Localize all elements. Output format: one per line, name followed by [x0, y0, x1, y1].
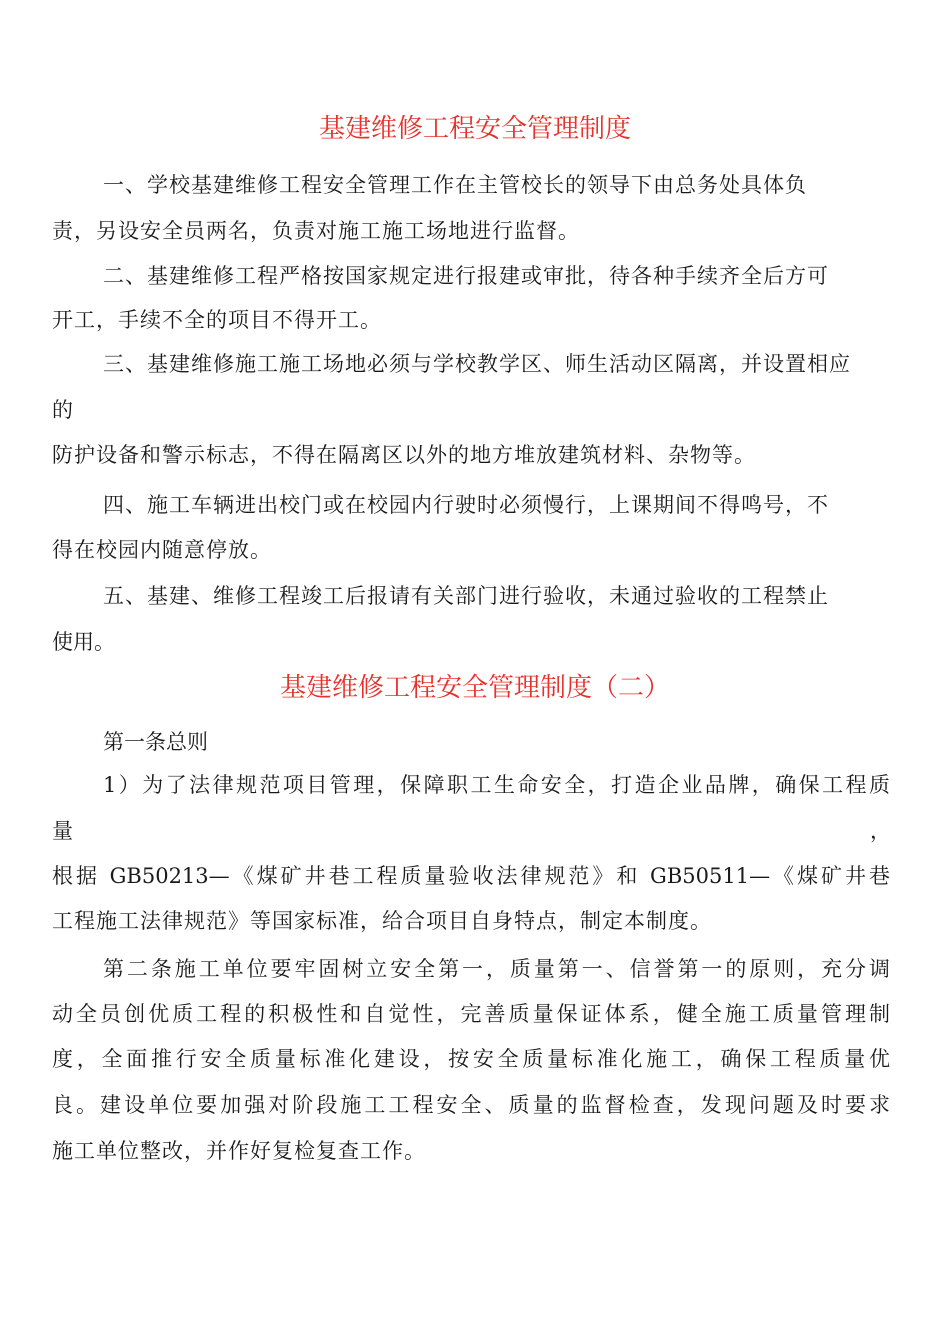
- paragraph-line: 四、施工车辆进出校门或在校园内行驶时必须慢行，上课期间不得鸣号，不: [103, 493, 829, 517]
- paragraph-line: 一、学校基建维修工程安全管理工作在主管校长的领导下由总务处具体负: [103, 173, 807, 197]
- paragraph-line: 工程施工法律规范》等国家标准，给合项目自身特点，制定本制度。: [52, 909, 712, 933]
- paragraph-line: 得在校园内随意停放。: [52, 538, 272, 562]
- paragraph-line: 第一条总则: [103, 730, 208, 754]
- paragraph-line: 施工单位整改，并作好复检复查工作。: [52, 1139, 426, 1163]
- paragraph-line: 二、基建维修工程严格按国家规定进行报建或审批，待各种手续齐全后方可: [103, 264, 829, 288]
- document-title: 基建维修工程安全管理制度: [318, 114, 631, 144]
- paragraph-line: 1）为了法律规范项目管理，保障职工生命安全，打造企业品牌，确保工程质: [103, 773, 890, 797]
- paragraph-line: ，: [870, 819, 891, 843]
- paragraph-line: 防护设备和警示标志，不得在隔离区以外的地方堆放建筑材料、杂物等。: [52, 443, 756, 467]
- section-title: 基建维修工程安全管理制度（二）: [279, 673, 670, 703]
- paragraph-line: 的: [52, 398, 73, 422]
- paragraph-line: 开工，手续不全的项目不得开工。: [52, 308, 382, 332]
- paragraph-line: 责，另设安全员两名，负责对施工施工场地进行监督。: [52, 219, 580, 243]
- paragraph-line: 根据 GB50213—《煤矿井巷工程质量验收法律规范》和 GB50511—《煤矿井巷: [52, 864, 890, 888]
- paragraph-line: 良。建设单位要加强对阶段施工工程安全、质量的监督检查，发现问题及时要求: [52, 1093, 890, 1117]
- paragraph-line: 第二条施工单位要牢固树立安全第一，质量第一、信誉第一的原则，充分调: [103, 957, 890, 981]
- paragraph-line: 量: [52, 819, 73, 843]
- paragraph-line: 五、基建、维修工程竣工后报请有关部门进行验收，未通过验收的工程禁止: [103, 584, 829, 608]
- paragraph-line: 度，全面推行安全质量标准化建设，按安全质量标准化施工，确保工程质量优: [52, 1047, 890, 1071]
- paragraph-line: 使用。: [52, 630, 115, 654]
- paragraph-line: 动全员创优质工程的积极性和自觉性，完善质量保证体系，健全施工质量管理制: [52, 1002, 890, 1026]
- paragraph-line: 三、基建维修施工施工场地必须与学校教学区、师生活动区隔离，并设置相应: [103, 352, 851, 376]
